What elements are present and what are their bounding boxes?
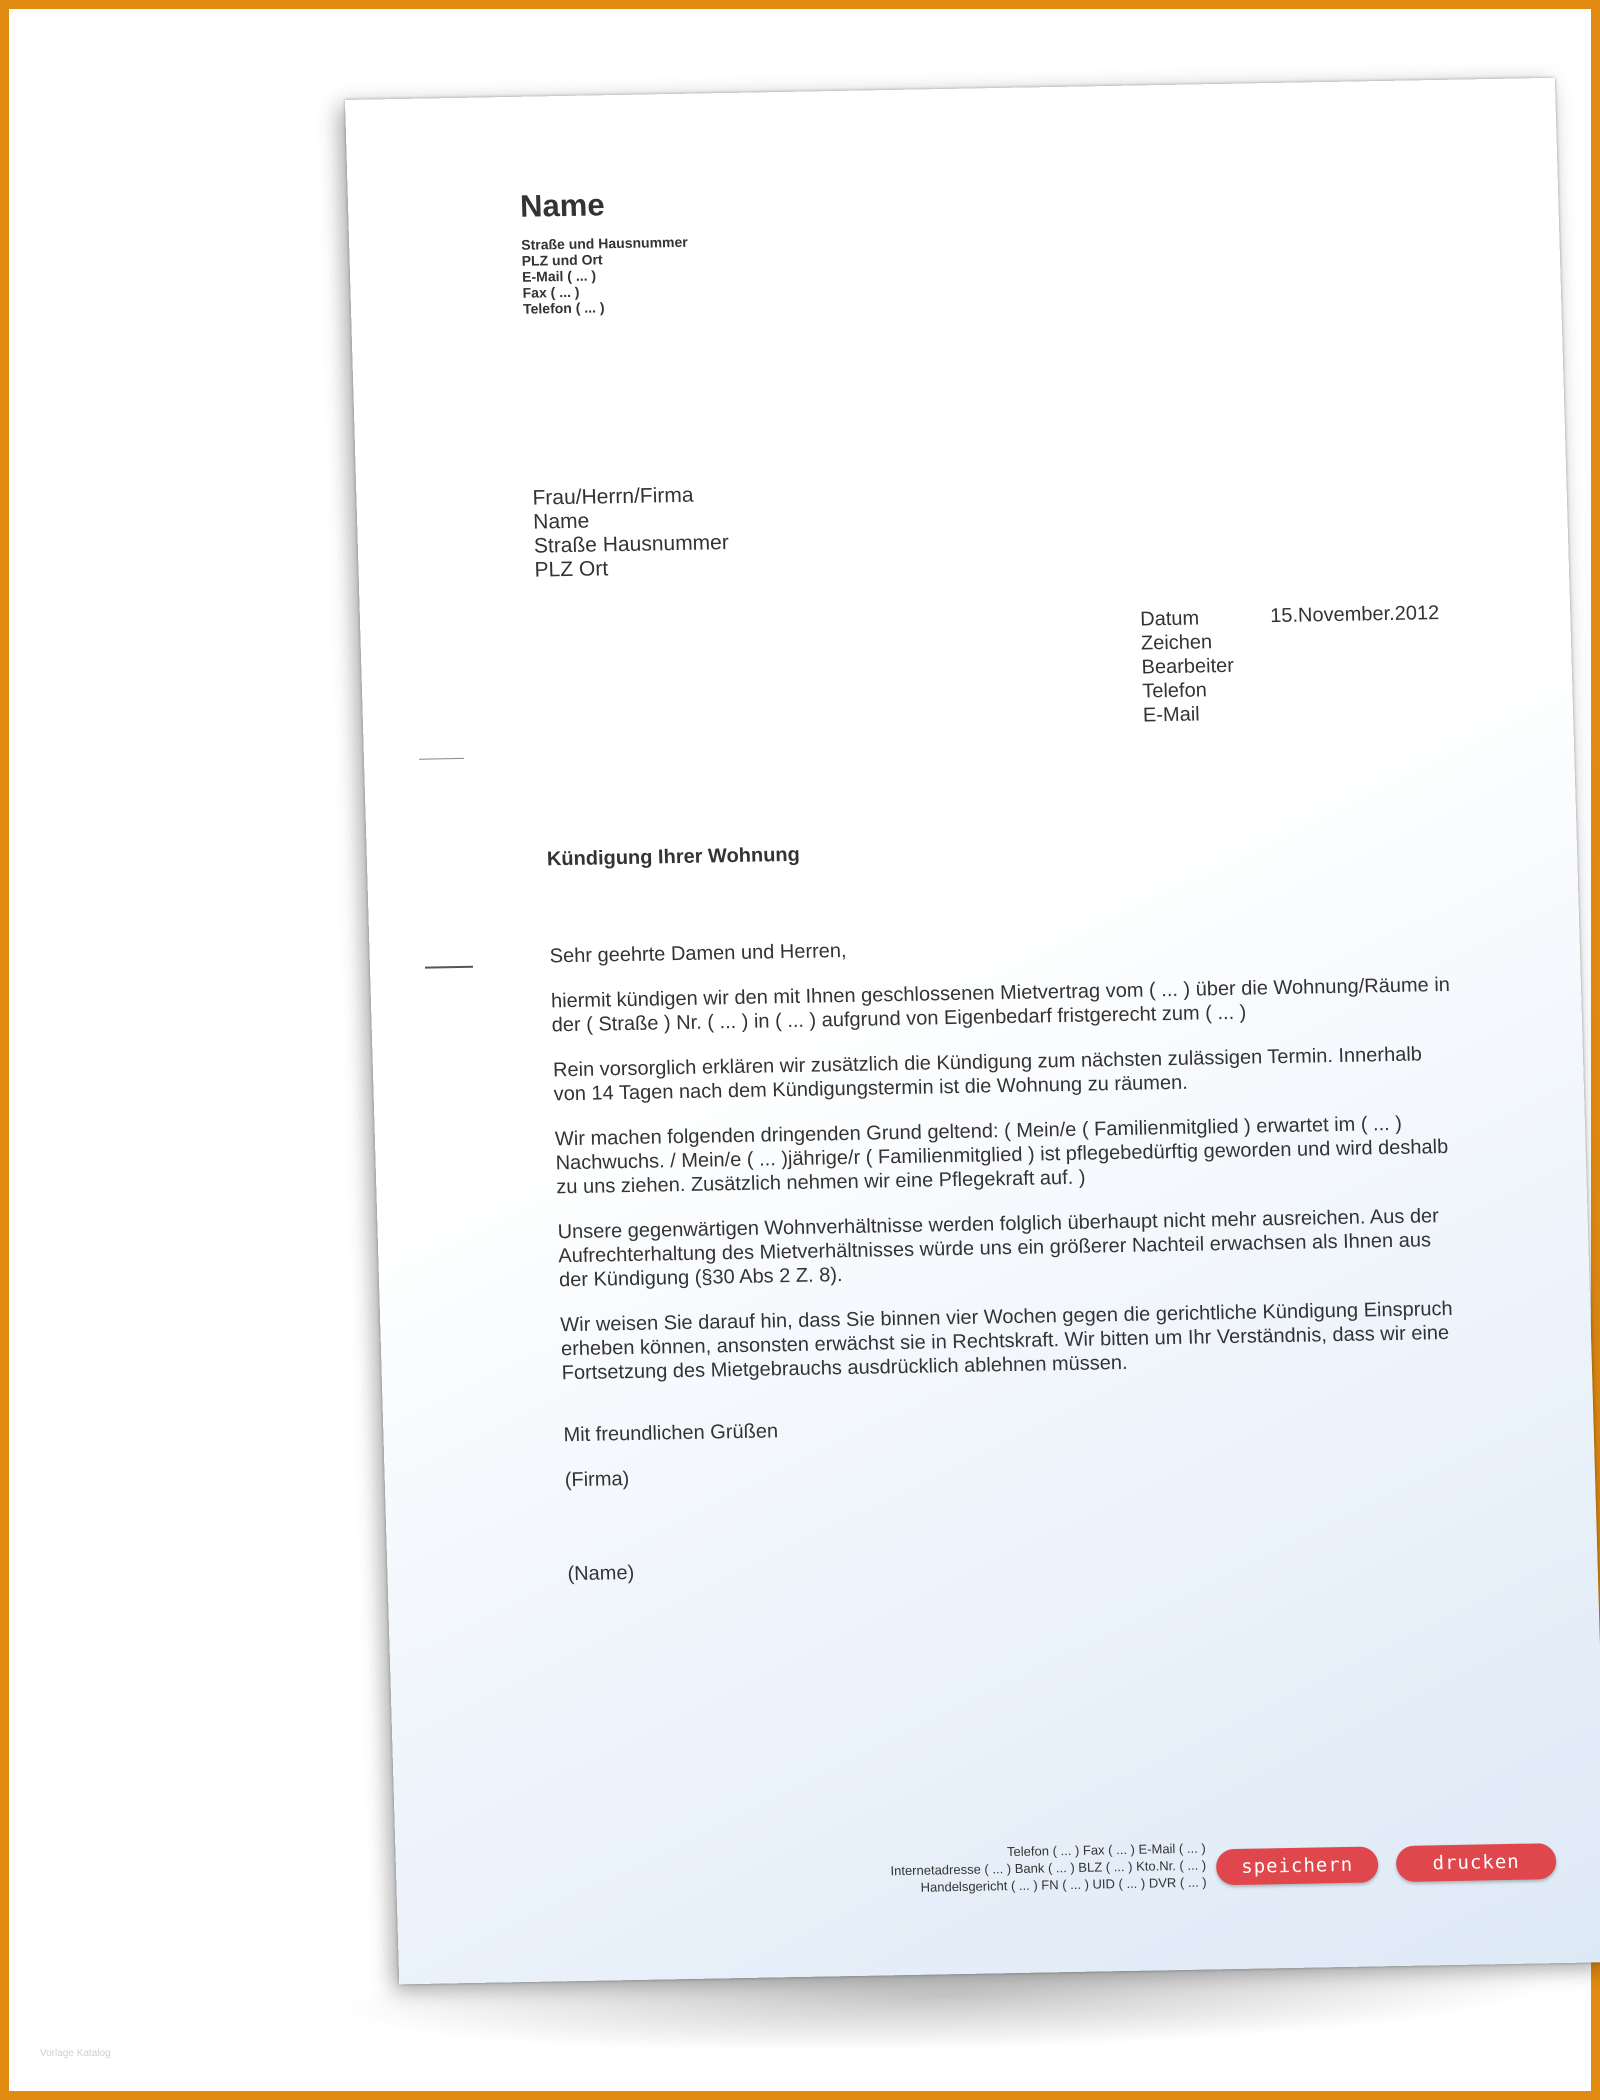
recipient-city: PLZ Ort [534,557,609,582]
fold-mark-middle [425,966,473,969]
letter-subject: Kündigung Ihrer Wohnung [546,843,801,871]
letter-page [345,78,1600,1984]
salutation: Sehr geehrte Damen und Herren, [549,939,847,968]
meta-label-date: Datum [1139,607,1200,631]
watermark: Vorlage Katalog [40,2048,111,2059]
recipient-salutation-line: Frau/Herrn/Firma [532,483,694,510]
sender-fax: Fax ( ... ) [522,283,580,301]
fold-mark-top [419,758,464,760]
letter-meta [1140,606,1236,728]
print-button[interactable]: drucken [1396,1843,1557,1882]
footer-line-2: Internetadresse ( ... ) Bank ( ... ) BLZ ( ... ) Kto.Nr. ( ... ) [890,1857,1207,1879]
footer-line-3: Handelsgericht ( ... ) FN ( ... ) UID ( ... ) DVR ( ... ) [920,1874,1207,1895]
letter-footer [755,1840,1206,1899]
recipient-street: Straße Hausnummer [533,531,730,558]
sender-email: E-Mail ( ... ) [521,267,597,285]
paragraph-2: Rein vorsorglich erklären wir zusätzlich die Kündigung zum nächsten zulässigen Termin. Innerhalb von 14 Tagen nach dem Kündigungstermin ist die Wohnung zu räumen. [552,1043,1423,1106]
sender-phone: Telefon ( ... ) [522,299,605,317]
footer-line-1: Telefon ( ... ) Fax ( ... ) E-Mail ( ... ) [1006,1840,1206,1860]
sender-street: Straße und Hausnummer [521,233,688,253]
meta-label-clerk: Bearbeiter [1141,654,1235,679]
meta-label-reference: Zeichen [1140,631,1213,655]
paragraph-3: Wir machen folgenden dringenden Grund geltend: ( Mein/e ( Familienmitglied ) erwartet im ( ... ) Nachwuchs. / Mein/e ( ... )jährige/r ( Familienmitglied ) ist pflegebedürftig geworden und wird deshalb zu uns ziehen. Zusätzlich nehmen wir eine Pflegekraft auf. ) [554,1112,1449,1199]
paragraph-4: Unsere gegenwärtigen Wohnverhältnisse werden folglich überhaupt nicht mehr ausreichen. Aus der Aufrechterhaltung des Mietverhältnisses würde uns ein größerer Nachteil erwachsen als Ihnen aus der Kündigung (§30 Abs 2 Z. 8). [557,1205,1440,1292]
signature-name: (Name) [567,1561,635,1586]
save-button[interactable]: speichern [1216,1846,1379,1885]
recipient-address [532,483,730,583]
recipient-name: Name [532,509,590,534]
closing: Mit freundlichen Grüßen [563,1420,779,1447]
paragraph-5: Wir weisen Sie darauf hin, dass Sie binnen vier Wochen gegen die gerichtliche Kündigung Einspruch erheben können, ansonsten erwächst sie in Rechtskraft. Wir bitten um Ihr Verständnis, dass wir eine Fortsetzung des Mietgebrauchs ausdrücklich ablehnen müssen. [560,1297,1453,1385]
meta-label-email: E-Mail [1142,703,1200,727]
paragraph-1: hiermit kündigen wir den mit Ihnen geschlossenen Mietvertrag vom ( ... ) über die Wohnung/Räume in der ( Straße ) Nr. ( ... ) in ( ... ) aufgrund von Eigenbedarf fristgerecht zum ( ... ) [550,973,1451,1037]
sender-name: Name [519,187,606,224]
sender-city: PLZ und Ort [521,251,603,269]
letter-body [549,928,1468,1607]
letter-date: 15.November.2012 [1269,602,1440,628]
signature-company: (Firma) [564,1468,630,1492]
meta-label-phone: Telefon [1142,679,1208,703]
